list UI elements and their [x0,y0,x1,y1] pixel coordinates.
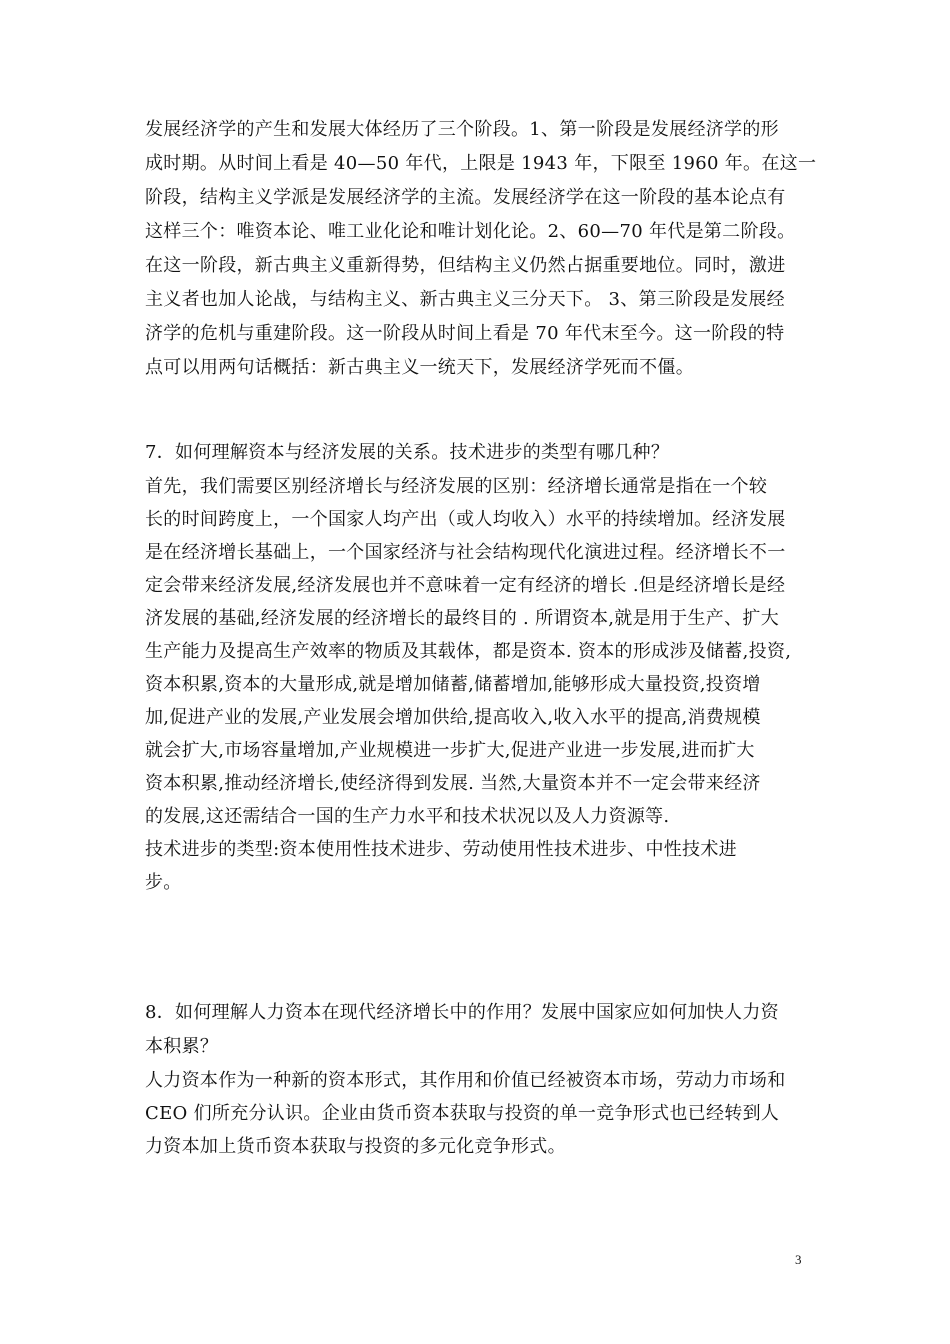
intro-line: 济学的危机与重建阶段。这一阶段从时间上看是 70 年代末至今。这一阶段的特 [145,323,785,344]
intro-paragraph [145,113,817,385]
answer-line: 是在经济增长基础上，一个国家经济与社会结构现代化演进过程。经济增长不一 [145,542,786,563]
intro-line: 阶段，结构主义学派是发展经济学的主流。发展经济学在这一阶段的基本论点有 [145,187,786,208]
intro-line: 主义者也加人论战，与结构主义、新古典主义三分天下。 3、第三阶段是发展经 [145,289,785,310]
answer-line: 资本积累,推动经济增长,使经济得到发展. 当然,大量资本并不一定会带来经济 [145,773,761,794]
answer-line: 力资本加上货币资本获取与投资的多元化竞争形式。 [145,1136,566,1157]
answer-line: 生产能力及提高生产效率的物质及其载体，都是资本. 资本的形成涉及储蓄,投资, [145,641,792,662]
intro-line: 点可以用两句话概括：新古典主义一统天下，发展经济学死而不僵。 [145,357,694,378]
intro-line: 这样三个：唯资本论、唯工业化论和唯计划化论。2、60—70 年代是第二阶段。 [145,221,796,242]
answer-line: 长的时间跨度上，一个国家人均产出（或人均收入）水平的持续增加。经济发展 [145,509,786,530]
answer-line: 的发展,这还需结合一国的生产力水平和技术状况以及人力资源等. [145,806,670,827]
intro-line: 在这一阶段，新古典主义重新得势，但结构主义仍然占据重要地位。同时，激进 [145,255,786,276]
question-8-section [145,996,811,1163]
question-7-section [145,436,811,899]
intro-line: 成时期。从时间上看是 40—50 年代，上限是 1943 年，下限至 1960 年。在这一 [145,153,817,174]
question-8-heading: 本积累？ [145,1036,219,1057]
answer-line: 就会扩大,市场容量增加,产业规模进一步扩大,促进产业进一步发展,进而扩大 [145,740,755,761]
tech-progress-line: 技术进步的类型:资本使用性技术进步、劳动使用性技术进步、中性技术进 [145,839,737,860]
answer-line: 济发展的基础,经济发展的经济增长的最终目的 . 所谓资本,就是用于生产、扩大 [145,608,780,629]
answer-line: 人力资本作为一种新的资本形式，其作用和价值已经被资本市场，劳动力市场和 [145,1070,786,1091]
question-7-heading: 7．如何理解资本与经济发展的关系。技术进步的类型有哪几种？ [145,442,670,463]
answer-line: 资本积累,资本的大量形成,就是增加储蓄,储蓄增加,能够形成大量投资,投资增 [145,674,761,695]
tech-progress-line: 步。 [145,872,182,893]
answer-line: 加,促进产业的发展,产业发展会增加供给,提高收入,收入水平的提高,消费规模 [145,707,761,728]
intro-line: 发展经济学的产生和发展大体经历了三个阶段。1、第一阶段是发展经济学的形 [145,119,779,140]
question-8-heading: 8．如何理解人力资本在现代经济增长中的作用？发展中国家应如何加快人力资 [145,1002,779,1023]
answer-line: CEO 们所充分认识。企业由货币资本获取与投资的单一竞争形式也已经转到人 [145,1103,780,1124]
answer-line: 定会带来经济发展,经济发展也并不意味着一定有经济的增长 .但是经济增长是经 [145,575,786,596]
answer-line: 首先，我们需要区别经济增长与经济发展的区别：经济增长通常是指在一个较 [145,476,768,497]
page-number: 3 [795,1252,802,1267]
